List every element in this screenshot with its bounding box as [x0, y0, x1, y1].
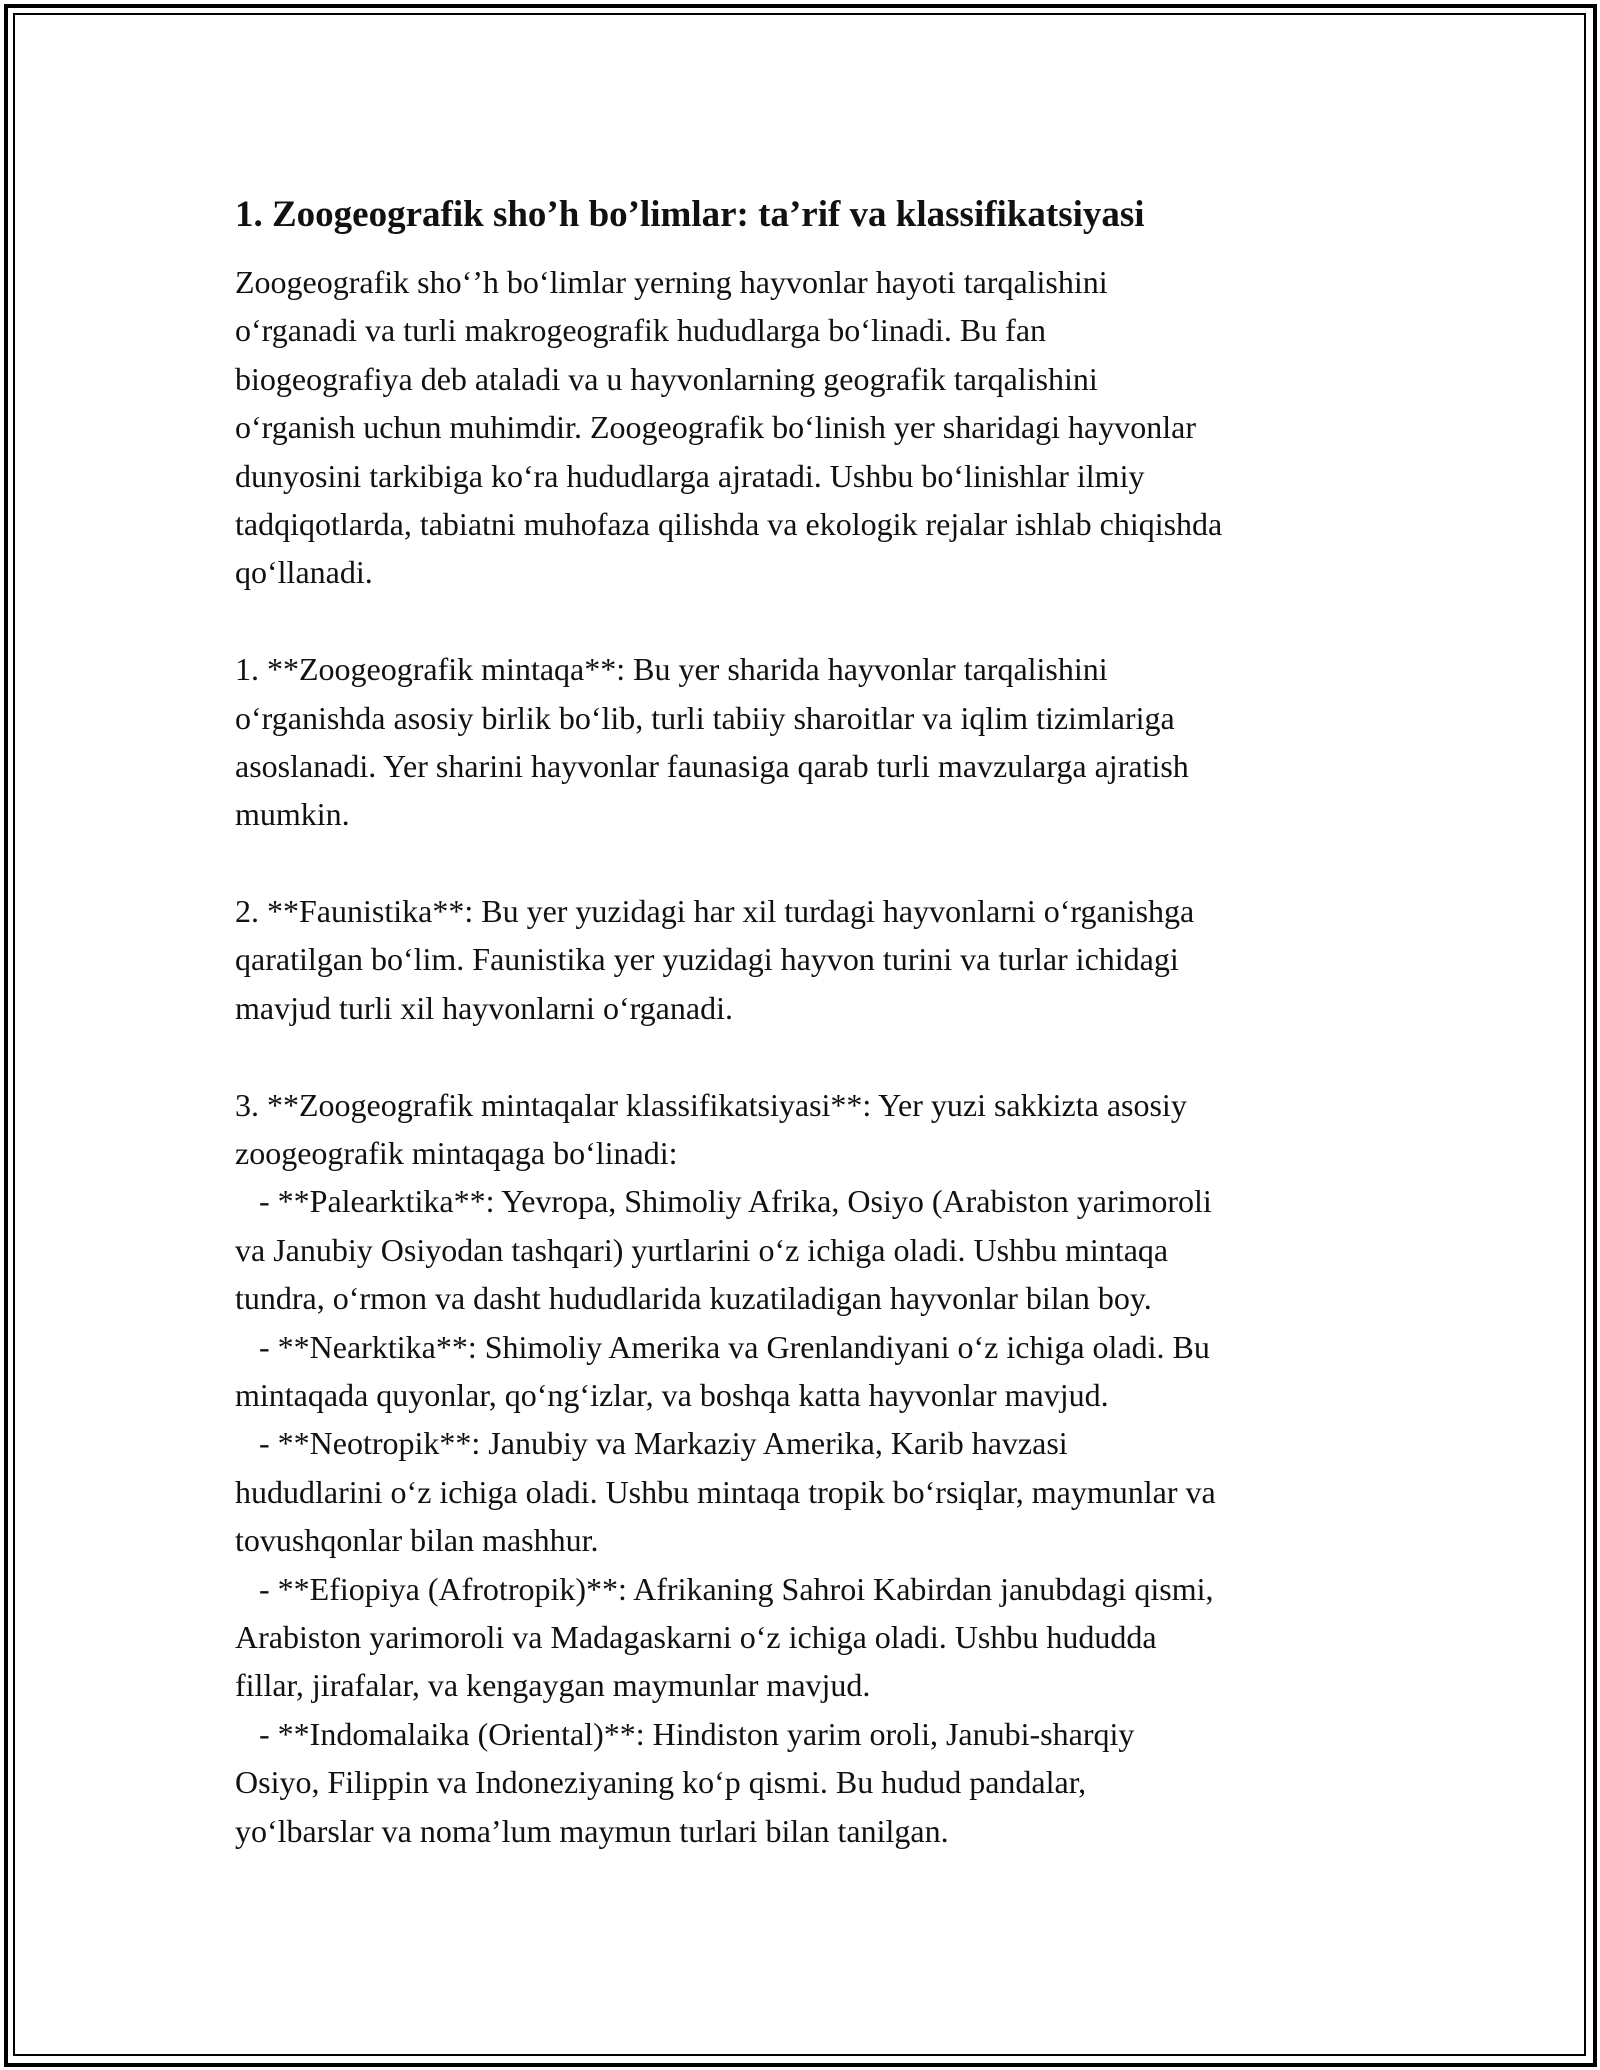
blank-line: [235, 1032, 1375, 1080]
text-line: o‘rganadi va turli makrogeografik hududlarga bo‘linadi. Bu fan: [235, 312, 1047, 349]
document-heading: 1. Zoogeografik sho’h bo’limlar: ta’rif va klassifikatsiyasi: [235, 194, 1145, 235]
list-item-line: - **Efiopiya (Afrotropik)**: Afrikaning Sahroi Kabirdan janubdagi qismi,: [235, 1570, 1214, 1607]
document-body: [235, 186, 1375, 1855]
text-line: mumkin.: [235, 796, 350, 833]
text-line: qaratilgan bo‘lim. Faunistika yer yuzidagi hayvon turini va turlar ichidagi: [235, 941, 1179, 978]
text-line: Zoogeografik sho‘’h bo‘limlar yerning hayvonlar hayoti tarqalishini: [235, 264, 1108, 300]
text-line: mavjud turli xil hayvonlarni o‘rganadi.: [235, 989, 733, 1026]
text-line: tovushqonlar bilan mashhur.: [235, 1522, 599, 1559]
text-line: 3. **Zoogeografik mintaqalar klassifikatsiyasi**: Yer yuzi sakkizta asosiy: [235, 1086, 1187, 1123]
text-line: va Janubiy Osiyodan tashqari) yurtlarini o‘z ichiga oladi. Ushbu mintaqa: [235, 1231, 1169, 1268]
text-line: asoslanadi. Yer sharini hayvonlar faunasiga qarab turli mavzularga ajratish: [235, 747, 1189, 784]
text-line: tundra, o‘rmon va dasht hududlarida kuzatiladigan hayvonlar bilan boy.: [235, 1280, 1152, 1317]
blank-line: [235, 839, 1375, 887]
text-line: mintaqada quyonlar, qo‘ng‘izlar, va boshqa katta hayvonlar mavjud.: [235, 1376, 1109, 1413]
text-line: o‘rganishda asosiy birlik bo‘lib, turli tabiiy sharoitlar va iqlim tizimlariga: [235, 699, 1175, 736]
text-line: qo‘llanadi.: [235, 554, 373, 591]
text-line: 2. **Faunistika**: Bu yer yuzidagi har xil turdagi hayvonlarni o‘rganishga: [235, 893, 1195, 930]
text-line: tadqiqotlarda, tabiatni muhofaza qilishda va ekologik rejalar ishlab chiqishda: [235, 505, 1223, 542]
text-line: hududlarini o‘z ichiga oladi. Ushbu mintaqa tropik bo‘rsiqlar, maymunlar va: [235, 1473, 1216, 1510]
list-item-line: - **Indomalaika (Oriental)**: Hindiston yarim oroli, Janubi-sharqiy: [235, 1715, 1135, 1752]
text-line: Osiyo, Filippin va Indoneziyaning ko‘p qismi. Bu hudud pandalar,: [235, 1764, 1087, 1801]
text-line: o‘rganish uchun muhimdir. Zoogeografik bo‘linish yer sharidagi hayvonlar: [235, 409, 1196, 446]
text-line: 1. **Zoogeografik mintaqa**: Bu yer sharida hayvonlar tarqalishini: [235, 651, 1108, 688]
text-line: zoogeografik mintaqaga bo‘linadi:: [235, 1135, 678, 1172]
text-line: biogeografiya deb ataladi va u hayvonlarning geografik tarqalishini: [235, 360, 1098, 397]
text-line: yo‘lbarslar va noma’lum maymun turlari bilan tanilgan.: [235, 1812, 949, 1849]
list-item-line: - **Nearktika**: Shimoliy Amerika va Grenlandiyani o‘z ichiga oladi. Bu: [235, 1328, 1210, 1365]
text-line: fillar, jirafalar, va kengaygan maymunlar mavjud.: [235, 1667, 871, 1704]
text-line: dunyosini tarkibiga ko‘ra hududlarga ajratadi. Ushbu bo‘linishlar ilmiy: [235, 457, 1145, 494]
list-item-line: - **Neotropik**: Janubiy va Markaziy Amerika, Karib havzasi: [235, 1425, 1068, 1462]
blank-line: [235, 597, 1375, 645]
text-line: Arabiston yarimoroli va Madagaskarni o‘z ichiga oladi. Ushbu hududda: [235, 1618, 1157, 1655]
list-item-line: - **Palearktika**: Yevropa, Shimoliy Afrika, Osiyo (Arabiston yarimoroli: [235, 1183, 1212, 1220]
